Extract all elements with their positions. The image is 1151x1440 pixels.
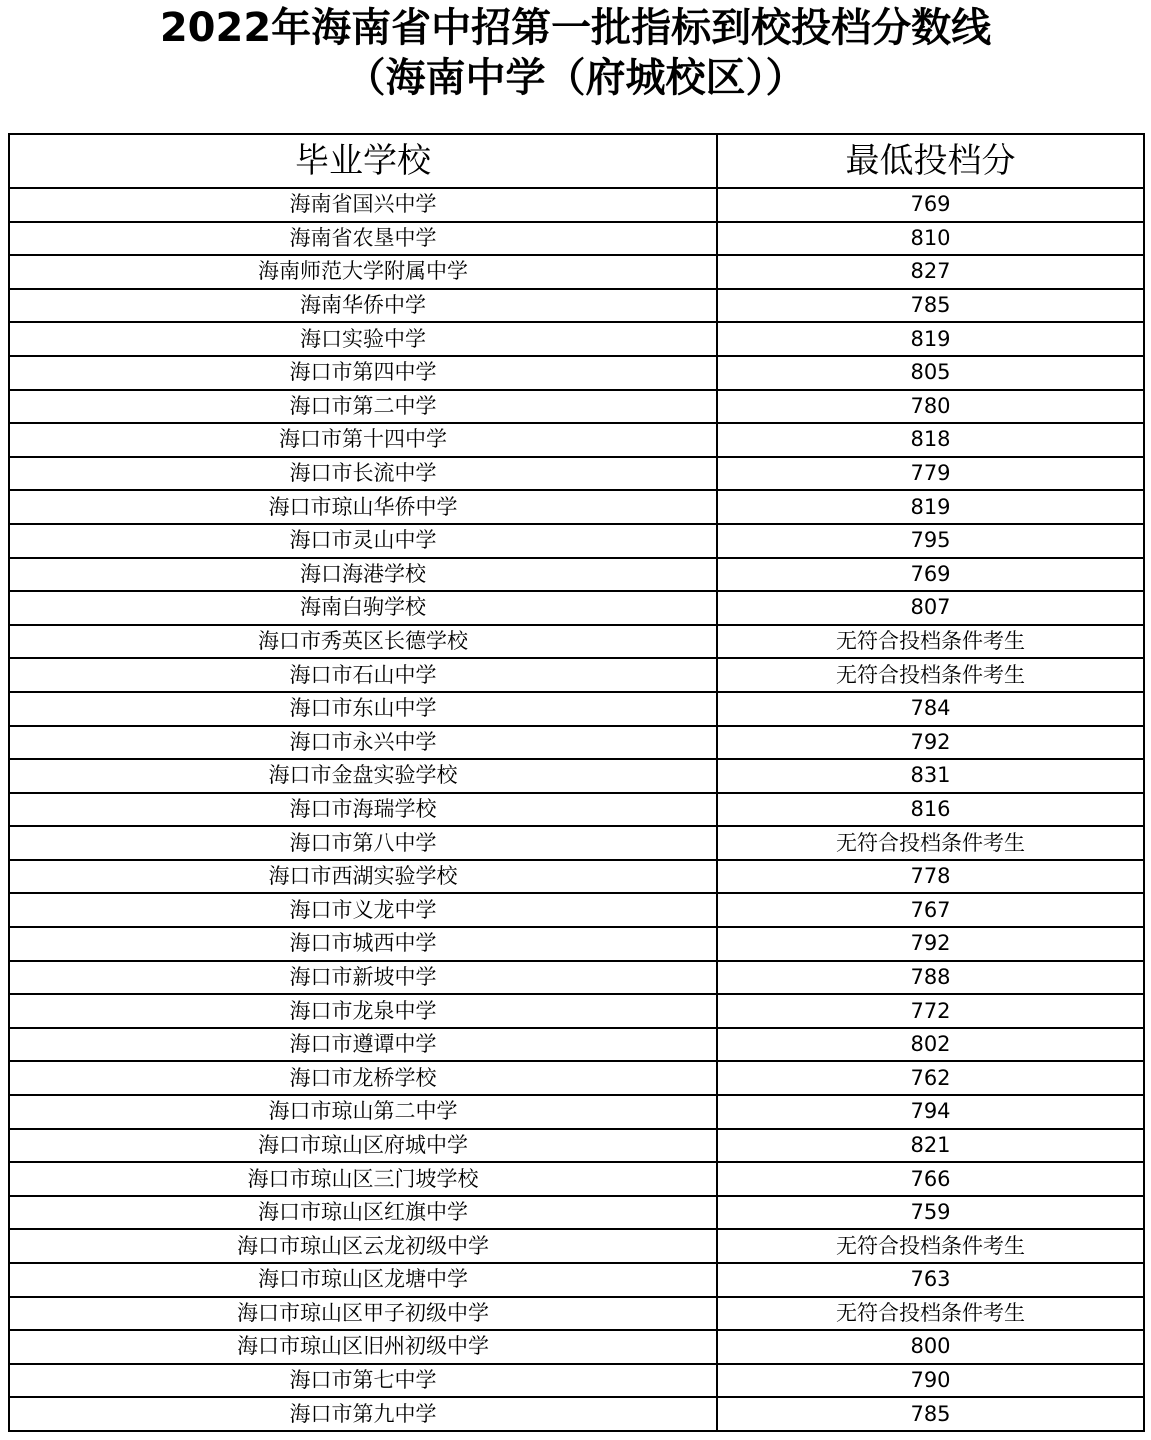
min-score-cell: 800 — [717, 1330, 1144, 1364]
table-row — [9, 1061, 1144, 1095]
school-name-cell: 海口市琼山区云龙初级中学 — [9, 1229, 717, 1263]
min-score-cell: 790 — [717, 1364, 1144, 1398]
school-name-cell: 海口市琼山华侨中学 — [9, 490, 717, 524]
min-score-cell: 802 — [717, 1028, 1144, 1062]
school-name-cell: 海口市龙泉中学 — [9, 994, 717, 1028]
min-score-cell: 805 — [717, 356, 1144, 390]
table-row — [9, 558, 1144, 592]
min-score-cell: 819 — [717, 322, 1144, 356]
min-score-cell: 816 — [717, 793, 1144, 827]
table-row — [9, 1028, 1144, 1062]
table-row — [9, 524, 1144, 558]
table-row — [9, 826, 1144, 860]
min-score-cell: 831 — [717, 759, 1144, 793]
table-row — [9, 692, 1144, 726]
school-name-cell: 海口市琼山区三门坡学校 — [9, 1162, 717, 1196]
min-score-cell: 762 — [717, 1061, 1144, 1095]
school-name-cell: 海南省国兴中学 — [9, 188, 717, 222]
min-score-cell: 无符合投档条件考生 — [717, 1229, 1144, 1263]
table-row — [9, 289, 1144, 323]
min-score-cell: 763 — [717, 1263, 1144, 1297]
school-name-cell: 海口市金盘实验学校 — [9, 759, 717, 793]
min-score-cell: 766 — [717, 1162, 1144, 1196]
table-body — [9, 188, 1144, 1431]
table-row — [9, 961, 1144, 995]
table-row — [9, 457, 1144, 491]
school-name-cell: 海南华侨中学 — [9, 289, 717, 323]
school-name-cell: 海口市西湖实验学校 — [9, 860, 717, 894]
table-row — [9, 658, 1144, 692]
school-name-cell: 海南白驹学校 — [9, 591, 717, 625]
table-row — [9, 356, 1144, 390]
school-name-cell: 海口市琼山区龙塘中学 — [9, 1263, 717, 1297]
page-title: 2022年海南省中招第一批指标到校投档分数线 — [159, 5, 992, 51]
table-row — [9, 591, 1144, 625]
table-row — [9, 1397, 1144, 1431]
min-score-cell: 无符合投档条件考生 — [717, 625, 1144, 659]
school-name-cell: 海口市龙桥学校 — [9, 1061, 717, 1095]
table-row — [9, 1196, 1144, 1230]
min-score-cell: 792 — [717, 726, 1144, 760]
min-score-cell: 无符合投档条件考生 — [717, 1297, 1144, 1331]
min-score-cell: 无符合投档条件考生 — [717, 826, 1144, 860]
school-name-cell: 海口市灵山中学 — [9, 524, 717, 558]
table-row — [9, 490, 1144, 524]
school-name-cell: 海口市第二中学 — [9, 390, 717, 424]
table-row — [9, 1263, 1144, 1297]
school-name-cell: 海口市石山中学 — [9, 658, 717, 692]
table-row — [9, 759, 1144, 793]
table-row — [9, 726, 1144, 760]
min-score-cell: 772 — [717, 994, 1144, 1028]
school-name-cell: 海南师范大学附属中学 — [9, 255, 717, 289]
min-score-cell: 759 — [717, 1196, 1144, 1230]
min-score-cell: 821 — [717, 1129, 1144, 1163]
score-table — [8, 133, 1145, 1432]
table-row — [9, 1229, 1144, 1263]
min-score-cell: 792 — [717, 927, 1144, 961]
school-name-cell: 海口市琼山区红旗中学 — [9, 1196, 717, 1230]
school-name-cell: 海口市琼山第二中学 — [9, 1095, 717, 1129]
min-score-cell: 无符合投档条件考生 — [717, 658, 1144, 692]
header-school: 毕业学校 — [9, 134, 717, 188]
table-row — [9, 222, 1144, 256]
min-score-cell: 785 — [717, 1397, 1144, 1431]
school-name-cell: 海口市第四中学 — [9, 356, 717, 390]
school-name-cell: 海口市遵谭中学 — [9, 1028, 717, 1062]
school-name-cell: 海口市新坡中学 — [9, 961, 717, 995]
min-score-cell: 818 — [717, 423, 1144, 457]
table-row — [9, 1330, 1144, 1364]
min-score-cell: 810 — [717, 222, 1144, 256]
school-name-cell: 海口市第七中学 — [9, 1364, 717, 1398]
table-header-row — [9, 134, 1144, 188]
school-name-cell: 海口市琼山区府城中学 — [9, 1129, 717, 1163]
school-name-cell: 海口市永兴中学 — [9, 726, 717, 760]
min-score-cell: 769 — [717, 188, 1144, 222]
school-name-cell: 海口市琼山区甲子初级中学 — [9, 1297, 717, 1331]
table-row — [9, 188, 1144, 222]
header-min-score: 最低投档分 — [717, 134, 1144, 188]
table-row — [9, 994, 1144, 1028]
school-name-cell: 海口市第八中学 — [9, 826, 717, 860]
table-row — [9, 1162, 1144, 1196]
min-score-cell: 784 — [717, 692, 1144, 726]
school-name-cell: 海口市东山中学 — [9, 692, 717, 726]
min-score-cell: 788 — [717, 961, 1144, 995]
table-row — [9, 1364, 1144, 1398]
min-score-cell: 827 — [717, 255, 1144, 289]
min-score-cell: 807 — [717, 591, 1144, 625]
table-row — [9, 423, 1144, 457]
min-score-cell: 795 — [717, 524, 1144, 558]
table-row — [9, 1129, 1144, 1163]
school-name-cell: 海口市海瑞学校 — [9, 793, 717, 827]
school-name-cell: 海口市长流中学 — [9, 457, 717, 491]
table-row — [9, 255, 1144, 289]
page-subtitle: （海南中学（府城校区）） — [345, 55, 806, 101]
min-score-cell: 785 — [717, 289, 1144, 323]
min-score-cell: 767 — [717, 893, 1144, 927]
table-row — [9, 1095, 1144, 1129]
min-score-cell: 779 — [717, 457, 1144, 491]
school-name-cell: 海口市琼山区旧州初级中学 — [9, 1330, 717, 1364]
school-name-cell: 海口市城西中学 — [9, 927, 717, 961]
table-row — [9, 860, 1144, 894]
min-score-cell: 780 — [717, 390, 1144, 424]
school-name-cell: 海口市第十四中学 — [9, 423, 717, 457]
table-row — [9, 1297, 1144, 1331]
school-name-cell: 海南省农垦中学 — [9, 222, 717, 256]
table-row — [9, 927, 1144, 961]
school-name-cell: 海口市秀英区长德学校 — [9, 625, 717, 659]
table-row — [9, 625, 1144, 659]
min-score-cell: 769 — [717, 558, 1144, 592]
table-row — [9, 390, 1144, 424]
table-row — [9, 322, 1144, 356]
school-name-cell: 海口市第九中学 — [9, 1397, 717, 1431]
min-score-cell: 819 — [717, 490, 1144, 524]
school-name-cell: 海口海港学校 — [9, 558, 717, 592]
table-row — [9, 893, 1144, 927]
school-name-cell: 海口实验中学 — [9, 322, 717, 356]
min-score-cell: 794 — [717, 1095, 1144, 1129]
table-row — [9, 793, 1144, 827]
school-name-cell: 海口市义龙中学 — [9, 893, 717, 927]
min-score-cell: 778 — [717, 860, 1144, 894]
